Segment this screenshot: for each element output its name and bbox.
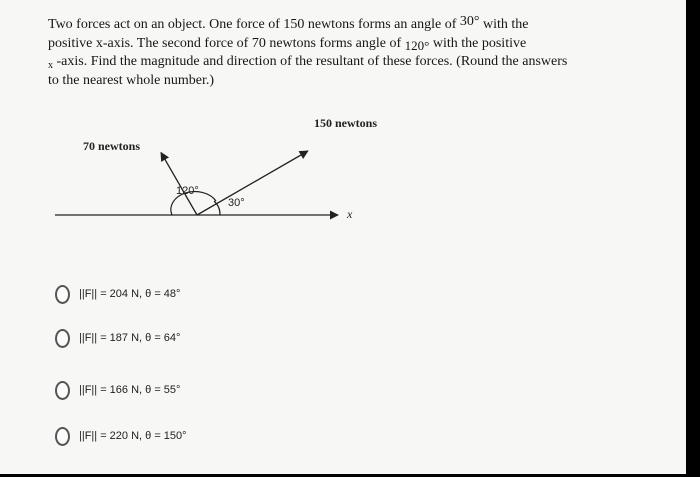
radio-button[interactable] — [55, 427, 70, 446]
angle-120-inline: 120° — [404, 38, 430, 53]
answer-option-text: ||F|| = 204 N, θ = 48° — [79, 288, 181, 300]
answer-option-2[interactable] — [55, 326, 180, 350]
radio-button[interactable] — [55, 285, 70, 304]
force-70-vector — [161, 153, 197, 215]
angle-120-label: 120° — [176, 185, 199, 197]
answer-option-1[interactable] — [55, 282, 180, 306]
question-line-2: positive x-axis. The second force of 70 newtons forms angle of 120° with the positive — [48, 36, 527, 53]
angle-30-inline: 30° — [459, 14, 480, 29]
question-line-1: Two forces act on an object. One force of 150 newtons forms an angle of 30° with the — [48, 14, 529, 32]
force-150-vector — [197, 151, 308, 215]
answer-option-4[interactable] — [55, 424, 187, 448]
answer-option-text: ||F|| = 187 N, θ = 64° — [79, 332, 181, 344]
angle-30-label: 30° — [228, 197, 245, 209]
question-line-4: to the nearest whole number.) — [48, 73, 215, 88]
answer-option-text: ||F|| = 166 N, θ = 55° — [79, 384, 181, 396]
force-150-label: 150 newtons — [314, 116, 378, 130]
answer-option-3[interactable] — [55, 378, 180, 402]
radio-button[interactable] — [55, 381, 70, 400]
radio-button[interactable] — [55, 329, 70, 348]
x-axis-label: x — [347, 207, 353, 221]
question-line-3: $_x$ -axis. Find the magnitude and direction of the resultant of these forces. (Round the answers — [48, 54, 568, 71]
answer-option-text: ||F|| = 220 N, θ = 150° — [79, 430, 187, 442]
force-70-label: 70 newtons — [83, 139, 141, 153]
